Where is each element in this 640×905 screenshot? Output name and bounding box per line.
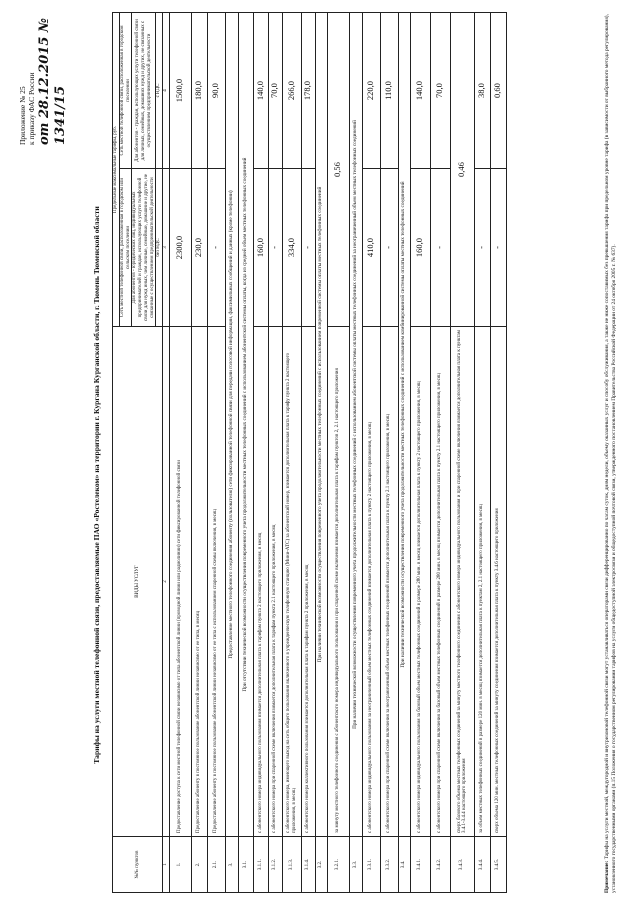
service-name: Предоставление доступа к сети местной телефонной связи независимо от типа абонентской линии (проводной линии или радиолинии) сети фиксированной телефонной связи [169, 327, 191, 837]
tariff-value-legal: 334,0 [282, 169, 301, 327]
table-row [410, 13, 430, 893]
header-network-city: Сеть местной телефонной связи, расположенная в городском поселении [119, 13, 132, 169]
service-name: с абонентского номера, имеющего выход на сеть общего пользования включенного в учрежденческую телефонную станцию (Мини-АТС) за абонентский номер, взимается дополнительная плата к тарифу пункта 2 настоящего приложения, в месяц [282, 327, 301, 837]
header-citizens: Для абонентов - граждан, использующих услуги телефонной связи для личных, семейных, домашних нужд и других, не связанных с осуществлением предпринимательской деятельности [132, 13, 156, 169]
row-number: 3.1.2. [268, 837, 282, 893]
row-number: 3.1.1. [253, 837, 268, 893]
section-title: При наличии технической возможности осуществления повременного учета продолжительности местных телефонных соединений с использованием повременной системы оплаты местных телефонных соединений [315, 13, 327, 837]
header-vat-excluded: без НДС [156, 169, 163, 327]
document-title: Тарифы на услуги местной телефонной связи, предоставляемые ПАО «Ростелеком» на территории г. Кургана Курганской области, г. Тюмень Тюменской области [92, 206, 101, 764]
table-row [253, 13, 268, 893]
tariff-value-legal: - [207, 169, 225, 327]
tariff-value-citizens: 266,0 [282, 13, 301, 169]
row-number: 3.4. [398, 837, 410, 893]
table-row [301, 13, 315, 893]
table-row [450, 13, 474, 893]
table-row [207, 13, 225, 893]
tariff-value-citizens: 178,0 [301, 13, 315, 169]
row-number: 1. [169, 837, 191, 893]
tariff-value-citizens: 180,0 [191, 13, 207, 169]
section-title: При наличии технической возможности осуществления повременного учета продолжительности местных телефонных соединений с использованием абонентской системы оплаты местных телефонных соединений за неограниченный объем местных телефонных соединений [349, 13, 362, 837]
header-number: №№ пунктов [113, 837, 163, 893]
tariff-table [112, 12, 507, 893]
row-number: 3.1.3. [282, 837, 301, 893]
row-number: 2.1. [207, 837, 225, 893]
service-name: с абонентского номера индивидуального пользования взимается дополнительная плата к тарифам пункта 2 настоящего приложения, в месяц [253, 327, 268, 837]
annex-date: от 28.12.2015 № 1341/15 [36, 17, 68, 145]
row-number: 3.3.2. [380, 837, 398, 893]
header-network-settlement: Сеть местной телефонной связи, расположенная в городском или сельском поселении [119, 169, 132, 327]
row-number: 3.4.1. [410, 837, 430, 893]
row-number: 3.3.1. [362, 837, 380, 893]
column-index: 4 [163, 13, 170, 169]
table-row [362, 13, 380, 893]
service-name: с абонентского номера коллективного пользования взимается дополнительная плата к тарифам пункта 2 приложения, в месяц [301, 327, 315, 837]
table-row [268, 13, 282, 893]
header-services: ВИДЫ УСЛУГ [113, 327, 163, 837]
row-number: 3.4.4. [474, 837, 490, 893]
tariff-value-citizens: 90,0 [207, 13, 225, 169]
service-name: с абонентского номера при спаренной схеме включения за неограниченный объем местных телефонных соединений взимается дополнительная плата к пункту 2.1 настоящего приложения, в месяц [380, 327, 398, 837]
tariff-value-legal: 230,0 [191, 169, 207, 327]
tariff-value-legal: 2300,0 [169, 169, 191, 327]
row-number: 3.1.4. [301, 837, 315, 893]
row-number: 3.4.3. [450, 837, 474, 893]
row-number: 3. [225, 837, 238, 893]
section-row [349, 13, 362, 893]
column-index: 3 [163, 169, 170, 327]
notes [604, 13, 618, 893]
service-name: за минуту местного телефонного соединения с абонентского номера индивидуального пользования и при спаренной схеме включения взимается дополнительная плата к тарифам пунктов 2, 2.1 настоящего приложения [327, 327, 349, 837]
row-number: 3.3. [349, 837, 362, 893]
table-row [380, 13, 398, 893]
section-row [238, 13, 253, 893]
tariff-value-legal: 410,0 [362, 169, 380, 327]
tariff-value-citizens: 70,0 [268, 13, 282, 169]
section-row [225, 13, 238, 893]
tariff-value-citizens: 220,0 [362, 13, 380, 169]
header-tariffs: Предельные максимальные тарифы, руб. [113, 13, 120, 327]
header-vat-included: с НДС [156, 13, 163, 169]
tariff-value-common: 0,46 [450, 13, 474, 327]
section-title: Предоставление местного телефонного соединения абоненту (пользователю) сети фиксированной телефонной связи для передачи голосовой информации, факсимильных сообщений и данных (кроме телефонии) [225, 13, 238, 837]
service-name: сверх базового объема местных телефонных соединений за минуту местного телефонного соединения с абонентского номера индивидуального пользования и при спаренной схеме включения взимается дополнительная плата к пунктам 3.4.1-3.4.4 настоящего приложения [450, 327, 474, 837]
notes-title: Примечание: [604, 860, 610, 893]
section-title: При отсутствии технической возможности осуществления повременного учета продолжительности местных телефонных соединений с использованием абонентской системы оплаты, когда из средней объем местных телефонных соединений [238, 13, 253, 837]
tariff-value-citizens: 110,0 [380, 13, 398, 169]
notes-text: Тарифы на услуги местной, междугородной и внутризоновой телефонной связи могут устанавливаться операторами связи дифференцированно по часам суток, дням недели, объему оказанных услуг и способу обслуживания, а также не ниже сопоставимых без превышения тарифа при предельном уровне тарифа (в зависимости от выбранного метода регулирования), установленного государственными органами (п.15 Положения о государственном регулировании тарифов на услуги общедоступной электросвязи и общедоступной почтовой связи, утвержденного постановлением Правительства Российской Федерации от 24 октября 2005 г. № 637). [604, 14, 617, 893]
tariff-value-legal: - [474, 169, 490, 327]
header-legal-entities: Для абонентов - юридических лиц, индивидуальных предпринимателей и граждан, использующих услуги телефонной связи для нужд иных, чем личные, семейные, домашние и другие, не связанные с осуществлением предпринимательской деятельности [132, 169, 156, 327]
tariff-value-legal: 160,0 [253, 169, 268, 327]
tariff-value-legal: - [268, 169, 282, 327]
annex-number: Приложение № 25 [18, 86, 27, 145]
service-name: сверх объема 120 мин. местных телефонных соединений за минуту соединения взимается дополнительная плата к пункту 3.4.6 настоящего приложения [490, 327, 506, 837]
tariff-value-citizens: 0,60 [490, 13, 506, 169]
section-title: При наличии технической возможности осуществления повременного учета продолжительности местных телефонных соединений с использованием комбинированной системы оплаты местных телефонных соединений [398, 13, 410, 837]
tariff-value-citizens: 140,0 [253, 13, 268, 169]
row-number: 3.2. [315, 837, 327, 893]
row-number: 3.4.2. [430, 837, 450, 893]
table-row [490, 13, 506, 893]
service-name: Предоставление абоненту в постоянное пользование абонентской линии независимо от ее типа, в месяц [191, 327, 207, 837]
service-name: с абонентского номера индивидуального пользования за неограниченный объем местных телефонных соединений взимается дополнительная плата к пункту 2 настоящего приложения, в месяц [362, 327, 380, 837]
annex-order: к приказу ФАС России [27, 72, 37, 145]
table-row [282, 13, 301, 893]
table-row [191, 13, 207, 893]
service-name: Предоставление абоненту в постоянное пользование абонентской линии независимо от ее типа с использованием спаренной схемы включения, в месяц [207, 327, 225, 837]
row-number: 3.2.1. [327, 837, 349, 893]
tariff-value-citizens: 38,0 [474, 13, 490, 169]
tariff-value-legal: - [430, 169, 450, 327]
tariff-value-legal: - [380, 169, 398, 327]
tariff-value-legal: 160,0 [410, 169, 430, 327]
row-number: 3.1. [238, 837, 253, 893]
row-number: 3.4.5. [490, 837, 506, 893]
tariff-value-common: 0,56 [327, 13, 349, 327]
tariff-value-legal: - [490, 169, 506, 327]
tariff-value-citizens: 70,0 [430, 13, 450, 169]
table-row [474, 13, 490, 893]
column-index: 2 [163, 327, 170, 837]
service-name: с абонентского номера индивидуального пользования за базовый объем местных телефонных соединений в размере 280 мин. в месяц взимается дополнительная плата к пункту 2 настоящего приложения, в месяц [410, 327, 430, 837]
tariff-value-citizens: 140,0 [410, 13, 430, 169]
section-row [398, 13, 410, 893]
tariff-rows [169, 13, 506, 893]
table-row [430, 13, 450, 893]
service-name: с абонентского номера при спаренной схеме включения взимается дополнительная плата к тарифам пункта 2.1 настоящего приложения, в месяц [268, 327, 282, 837]
tariff-value-citizens: 1500,0 [169, 13, 191, 169]
table-row [169, 13, 191, 893]
annex-block [18, 5, 69, 145]
service-name: за объем местных телефонных соединений в размере 120 мин. в месяц взимается дополнительная плата к пунктам 2, 2.1 настоящего приложения, в месяц [474, 327, 490, 837]
service-name: с абонентского номера при спаренной схеме включения за базовый объем местных телефонных соединений в размере 280 мин. в месяц взимается дополнительная плата к пункту 2.1 настоящего приложения, в месяц [430, 327, 450, 837]
table-row [327, 13, 349, 893]
row-number: 2. [191, 837, 207, 893]
tariff-value-legal: - [301, 169, 315, 327]
section-row [315, 13, 327, 893]
column-index: 1 [163, 837, 170, 893]
